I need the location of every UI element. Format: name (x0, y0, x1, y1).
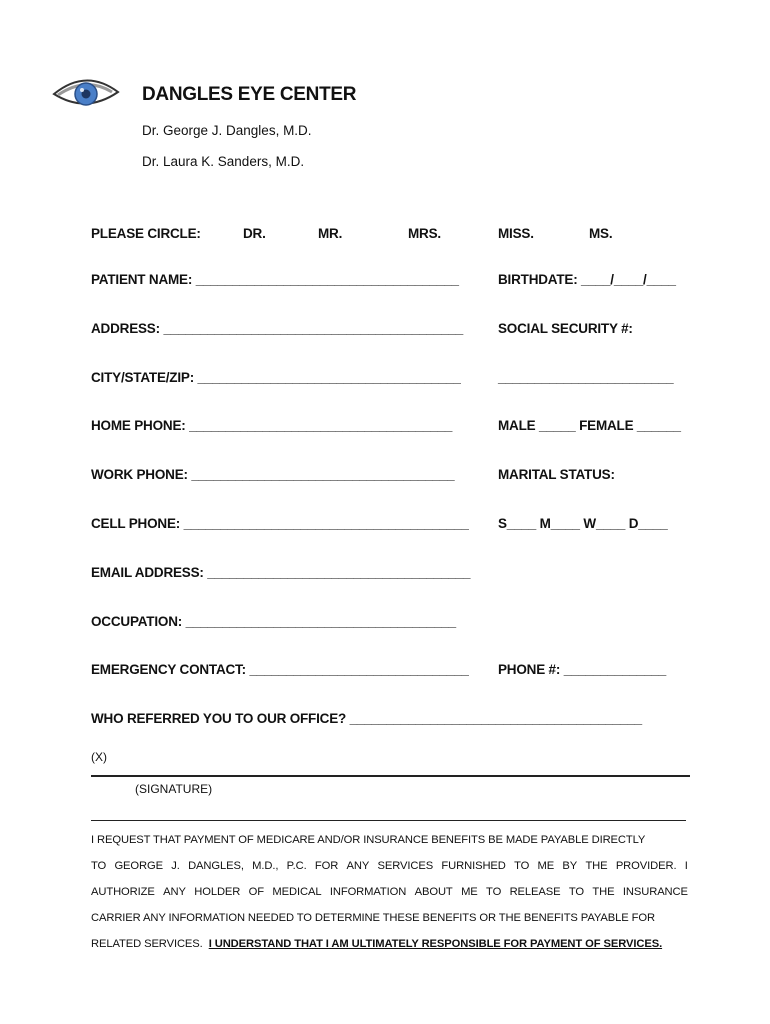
word: INSURANCE (622, 886, 688, 898)
word: TO (91, 860, 107, 872)
word: ABOUT (414, 886, 453, 898)
sex-field[interactable]: MALE _____ FEMALE ______ (498, 418, 681, 433)
word: J. (171, 860, 180, 872)
word: P.C. (286, 860, 307, 872)
word: FOR (314, 860, 339, 872)
emergency-contact-field[interactable]: EMERGENCY CONTACT: ______________________________ (91, 662, 469, 677)
salutation-mr[interactable]: MR. (318, 226, 343, 241)
city-state-zip-field[interactable]: CITY/STATE/ZIP: ____________________________________ (91, 370, 461, 385)
word: INFORMATION (329, 886, 407, 898)
authorization-line-2 (91, 860, 688, 872)
salutation-dr[interactable]: DR. (243, 226, 266, 241)
word: HOLDER (194, 886, 241, 898)
word: PROVIDER. (615, 860, 677, 872)
word: ANY (346, 860, 370, 872)
clinic-name: DANGLES EYE CENTER (142, 84, 357, 105)
marital-status-label: MARITAL STATUS: (498, 467, 615, 482)
word: THE (585, 860, 608, 872)
section-divider (91, 820, 686, 821)
word: TO (514, 860, 530, 872)
word: I (684, 860, 688, 872)
word: M.D., (252, 860, 279, 872)
word: THE (592, 886, 615, 898)
cell-phone-field[interactable]: CELL PHONE: _______________________________________ (91, 516, 469, 531)
authorization-line-1: I REQUEST THAT PAYMENT OF MEDICARE AND/OR INSURANCE BENEFITS BE MADE PAYABLE DIRECTLY (91, 834, 646, 846)
marital-status-options[interactable]: S____ M____ W____ D____ (498, 516, 668, 531)
eye-logo-icon (50, 74, 122, 112)
please-circle-label: PLEASE CIRCLE: (91, 226, 201, 241)
home-phone-field[interactable]: HOME PHONE: ____________________________________ (91, 418, 453, 433)
ssn-field[interactable]: ________________________ (498, 370, 674, 385)
emergency-phone-field[interactable]: PHONE #: ______________ (498, 662, 667, 677)
email-field[interactable]: EMAIL ADDRESS: ____________________________________ (91, 565, 471, 580)
occupation-field[interactable]: OCCUPATION: _____________________________________ (91, 614, 456, 629)
signature-label: (SIGNATURE) (135, 782, 213, 796)
address-field[interactable]: ADDRESS: _________________________________________ (91, 321, 464, 336)
authorization-line-3 (91, 886, 688, 898)
authorization-line-4: CARRIER ANY INFORMATION NEEDED TO DETERMINE THESE BENEFITS OR THE BENEFITS PAYABLE FOR (91, 912, 655, 924)
word: TO (568, 886, 585, 898)
doctor-name-2: Dr. Laura K. Sanders, M.D. (142, 154, 305, 169)
authorization-line-5 (91, 938, 662, 950)
word: MEDICAL (272, 886, 322, 898)
doctor-name-1: Dr. George J. Dangles, M.D. (142, 123, 312, 138)
word: OF (248, 886, 265, 898)
word: BY (562, 860, 578, 872)
referred-by-field[interactable]: WHO REFERRED YOU TO OUR OFFICE? ________________________________________ (91, 711, 642, 726)
authorization-line-5-start: RELATED SERVICES. (91, 938, 203, 950)
salutation-miss[interactable]: MISS. (498, 226, 534, 241)
patient-name-field[interactable]: PATIENT NAME: ____________________________________ (91, 272, 459, 287)
word: RELEASE (509, 886, 561, 898)
signature-line[interactable] (91, 775, 690, 777)
word: ANY (163, 886, 186, 898)
word: AUTHORIZE (91, 886, 155, 898)
word: ME (461, 886, 478, 898)
birthdate-field[interactable]: BIRTHDATE: ____/____/____ (498, 272, 676, 287)
responsibility-statement: I UNDERSTAND THAT I AM ULTIMATELY RESPONSIBLE FOR PAYMENT OF SERVICES. (208, 938, 663, 950)
word: ME (537, 860, 555, 872)
salutation-ms[interactable]: MS. (589, 226, 613, 241)
word: FURNISHED (441, 860, 506, 872)
word: SERVICES (377, 860, 434, 872)
word: GEORGE (114, 860, 163, 872)
salutation-mrs[interactable]: MRS. (408, 226, 441, 241)
ssn-label: SOCIAL SECURITY #: (498, 321, 633, 336)
work-phone-field[interactable]: WORK PHONE: ____________________________________ (91, 467, 455, 482)
word: TO (486, 886, 502, 898)
word: DANGLES, (188, 860, 244, 872)
signature-mark: (X) (91, 750, 107, 764)
